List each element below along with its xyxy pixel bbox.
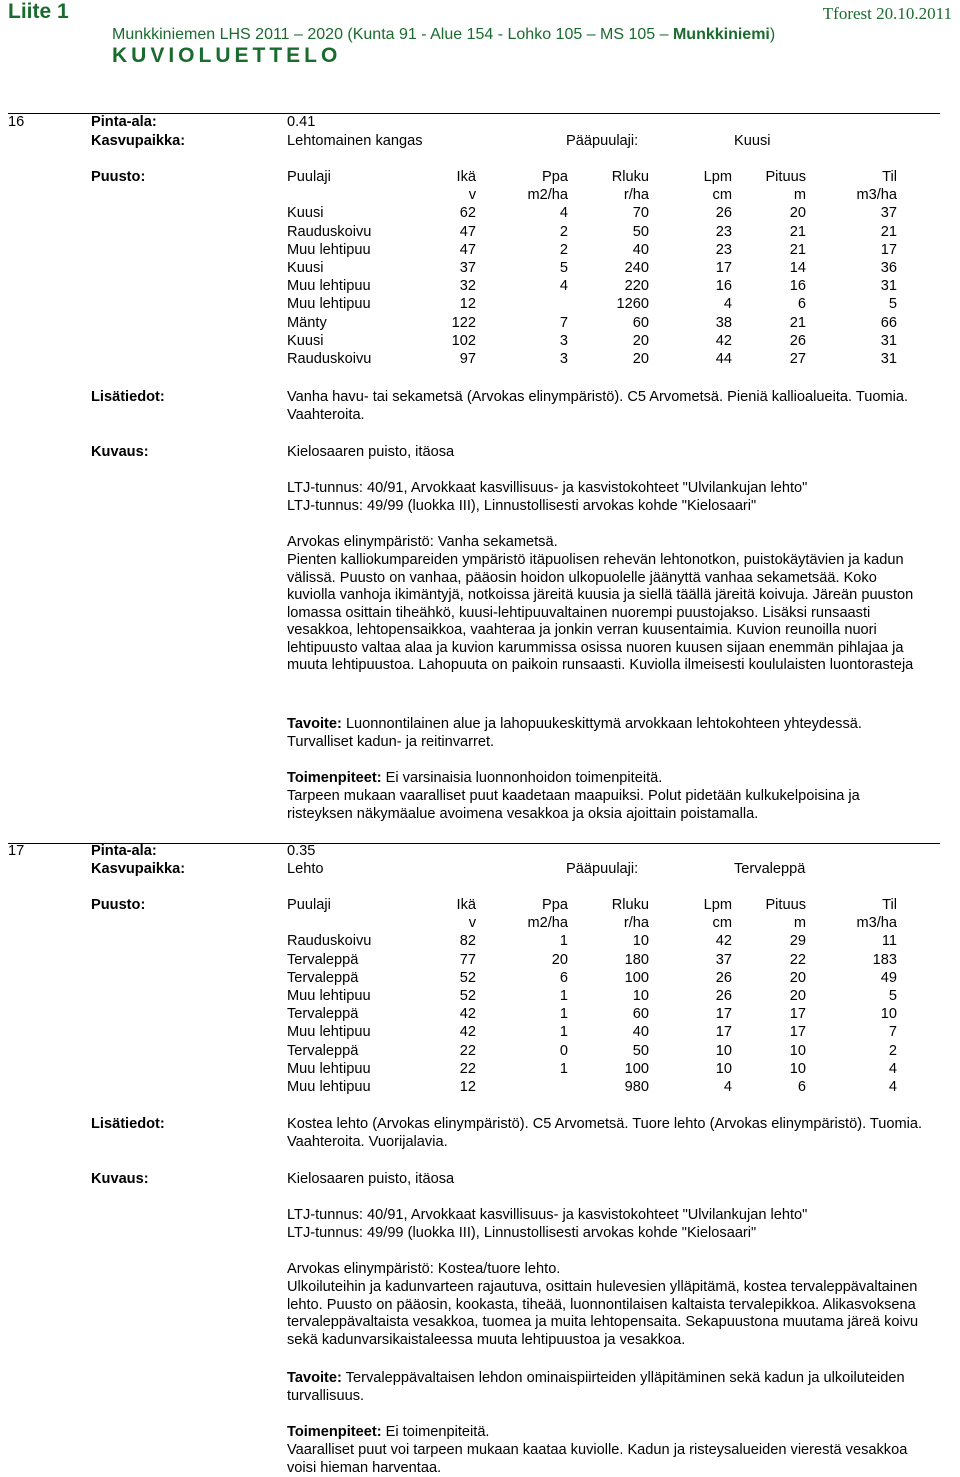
table-row bbox=[284, 1078, 897, 1096]
figure-number: 16 bbox=[8, 114, 25, 130]
description-title: Kielosaaren puisto, itäosa bbox=[287, 1171, 455, 1187]
species-cell: Muu lehtipuu bbox=[287, 241, 371, 258]
table-row bbox=[284, 350, 897, 368]
table-row bbox=[284, 204, 897, 222]
species-cell: Kuusi bbox=[287, 332, 324, 349]
subtitle-area: Munkkiniemi bbox=[672, 26, 770, 43]
main-species-value: Tervaleppä bbox=[734, 861, 806, 877]
table-row bbox=[284, 951, 897, 969]
unit-header: m bbox=[793, 915, 806, 932]
diameter-cell: 42 bbox=[715, 933, 732, 950]
height-cell: 21 bbox=[789, 241, 806, 258]
height-cell: 27 bbox=[789, 351, 806, 368]
table-unit-row bbox=[284, 914, 897, 932]
goal-value: Luonnontilainen alue ja lahopuukeskittymä arvokkaan lehtokohteen yhteydessä. Turvalliset kadun- ja reitinvarret. bbox=[287, 716, 862, 750]
species-cell: Muu lehtipuu bbox=[287, 1024, 371, 1041]
table-row bbox=[284, 1005, 897, 1023]
additional-info-label: Lisätiedot: bbox=[91, 1116, 165, 1132]
volume-cell: 31 bbox=[880, 278, 897, 295]
volume-cell: 10 bbox=[880, 1006, 897, 1023]
basal-area-cell: 1 bbox=[559, 933, 568, 950]
unit-header: m2/ha bbox=[527, 915, 568, 932]
species-cell: Kuusi bbox=[287, 260, 324, 277]
table-row bbox=[284, 295, 897, 313]
basal-area-cell bbox=[476, 1078, 568, 1096]
area-label: Pinta-ala: bbox=[91, 114, 157, 130]
diameter-cell: 4 bbox=[723, 296, 732, 313]
stand-table bbox=[284, 896, 897, 1096]
species-cell: Muu lehtipuu bbox=[287, 1079, 371, 1096]
subtitle-suffix: ) bbox=[769, 26, 776, 43]
table-row bbox=[284, 259, 897, 277]
stand-label: Puusto: bbox=[91, 897, 146, 913]
stand-table bbox=[284, 168, 897, 368]
height-cell: 29 bbox=[789, 933, 806, 950]
age-cell: 122 bbox=[451, 314, 476, 331]
stem-count-cell: 70 bbox=[632, 205, 649, 222]
stem-count-cell: 50 bbox=[632, 223, 649, 240]
measures-label: Toimenpiteet: bbox=[287, 770, 382, 786]
basal-area-cell bbox=[476, 295, 568, 313]
stand-label: Puusto: bbox=[91, 169, 146, 185]
height-cell: 6 bbox=[797, 296, 806, 313]
height-cell: 26 bbox=[789, 332, 806, 349]
basal-area-cell: 2 bbox=[559, 223, 568, 240]
unit-header: r/ha bbox=[623, 187, 649, 204]
area-value: 0.41 bbox=[287, 114, 316, 130]
appendix-label: Liite 1 bbox=[8, 0, 69, 23]
main-species-value: Kuusi bbox=[734, 133, 771, 149]
species-cell: Kuusi bbox=[287, 205, 324, 222]
column-header: Rluku bbox=[611, 169, 649, 185]
table-header-row bbox=[284, 168, 897, 186]
column-header: Pituus bbox=[765, 169, 806, 185]
volume-cell: 37 bbox=[880, 205, 897, 222]
table-row bbox=[284, 241, 897, 259]
column-header: Ppa bbox=[542, 169, 568, 185]
unit-header: r/ha bbox=[623, 915, 649, 932]
unit-header: m bbox=[793, 187, 806, 204]
height-cell: 17 bbox=[789, 1006, 806, 1023]
stem-count-cell: 10 bbox=[632, 988, 649, 1005]
unit-header: v bbox=[468, 187, 476, 204]
table-row bbox=[284, 314, 897, 332]
height-cell: 17 bbox=[789, 1024, 806, 1041]
stem-count-cell: 60 bbox=[632, 1006, 649, 1023]
basal-area-cell: 1 bbox=[559, 1006, 568, 1023]
measures-value: Ei toimenpiteitä. bbox=[385, 1424, 490, 1440]
age-cell: 47 bbox=[459, 223, 476, 240]
species-cell: Tervaleppä bbox=[287, 969, 359, 986]
basal-area-cell: 2 bbox=[559, 241, 568, 258]
stem-count-cell: 60 bbox=[632, 314, 649, 331]
diameter-cell: 23 bbox=[715, 223, 732, 240]
main-species-label: Pääpuulaji: bbox=[566, 133, 639, 149]
species-cell: Muu lehtipuu bbox=[287, 296, 371, 313]
ltj-reference: LTJ-tunnus: 49/99 (luokka III), Linnustollisesti arvokas kohde "Kielosaari" bbox=[287, 498, 757, 514]
age-cell: 97 bbox=[459, 351, 476, 368]
table-row bbox=[284, 223, 897, 241]
height-cell: 10 bbox=[789, 1042, 806, 1059]
diameter-cell: 10 bbox=[715, 1042, 732, 1059]
species-cell: Muu lehtipuu bbox=[287, 278, 371, 295]
volume-cell: 36 bbox=[880, 260, 897, 277]
goal-label: Tavoite: bbox=[287, 1370, 342, 1386]
column-header: Lpm bbox=[703, 897, 732, 913]
age-cell: 52 bbox=[459, 969, 476, 986]
diameter-cell: 42 bbox=[715, 332, 732, 349]
basal-area-cell: 3 bbox=[559, 351, 568, 368]
subtitle-prefix: Munkkiniemen LHS 2011 – 2020 (Kunta 91 - Alue 154 - Lohko 105 – MS 105 – bbox=[112, 26, 673, 43]
height-cell: 22 bbox=[789, 951, 806, 968]
height-cell: 20 bbox=[789, 969, 806, 986]
diameter-cell: 10 bbox=[715, 1060, 732, 1077]
height-cell: 21 bbox=[789, 223, 806, 240]
stem-count-cell: 100 bbox=[624, 969, 649, 986]
measures-extra: Tarpeen mukaan vaaralliset puut kaadetaan maapuiksi. Polut pidetään kulkukelpoisina ja risteyksen näkymäalue avoimena vesakkoa ja oksia ajoittain poistamalla. bbox=[287, 788, 860, 822]
species-cell: Rauduskoivu bbox=[287, 933, 372, 950]
table-header-row bbox=[284, 896, 897, 914]
height-cell: 20 bbox=[789, 205, 806, 222]
volume-cell: 17 bbox=[880, 241, 897, 258]
description-text: Pienten kalliokumpareiden ympäristö itäpuolisen rehevän lehtonotkon, puistokäytävien ja kadun välissä. Puusto on vanhaa, pääosin hoidon ulkopuolelle jäänyttä vanhaa sekametsää. Koko kuviolla vanhoja ikimäntyjä, notkoissa järeitä kuusia ja siellä täällä järeitä koivuja. Järeän puuston lomassa osittain tiheähkö, kuusi-lehtipuuvaltainen nuorempi puustojakso. Lisäksi runsaasti vesakkoa, lehtopensaikkoa, vaahteraa ja jonkin verran kuusentaimia. Kuvion reunoilla nuori lehtipuusto valtaa alaa ja kuvion karummissa osissa nuoren kuusen sijaan enemmän pihlajaa ja muuta lehtipuustoa. Lahopuuta on paikoin runsaasti. Kuviolla ilmeisesti koululaisten luontorasteja bbox=[287, 552, 914, 673]
measures-text bbox=[287, 1424, 490, 1440]
description-label: Kuvaus: bbox=[91, 444, 149, 460]
additional-info-text: Vanha havu- tai sekametsä (Arvokas elinympäristö). C5 Arvometsä. Pieniä kallioalueita. Tuomia. Vaahteroita. bbox=[287, 389, 909, 423]
ltj-reference: LTJ-tunnus: 49/99 (luokka III), Linnustollisesti arvokas kohde "Kielosaari" bbox=[287, 1225, 757, 1241]
diameter-cell: 17 bbox=[715, 1006, 732, 1023]
age-cell: 32 bbox=[459, 278, 476, 295]
height-cell: 16 bbox=[789, 278, 806, 295]
stem-count-cell: 20 bbox=[632, 332, 649, 349]
diameter-cell: 16 bbox=[715, 278, 732, 295]
stem-count-cell: 50 bbox=[632, 1042, 649, 1059]
measures-value: Ei varsinaisia luonnonhoidon toimenpiteitä. bbox=[385, 770, 663, 786]
height-cell: 20 bbox=[789, 988, 806, 1005]
height-cell: 10 bbox=[789, 1060, 806, 1077]
additional-info-label: Lisätiedot: bbox=[91, 389, 165, 405]
volume-cell: 21 bbox=[880, 223, 897, 240]
volume-cell: 2 bbox=[888, 1042, 897, 1059]
diameter-cell: 44 bbox=[715, 351, 732, 368]
measures-text bbox=[287, 770, 662, 786]
goal-text bbox=[287, 1370, 927, 1405]
stem-count-cell: 40 bbox=[632, 1024, 649, 1041]
species-cell: Muu lehtipuu bbox=[287, 988, 371, 1005]
stem-count-cell: 980 bbox=[624, 1079, 649, 1096]
diameter-cell: 38 bbox=[715, 314, 732, 331]
description-label: Kuvaus: bbox=[91, 1171, 149, 1187]
basal-area-cell: 0 bbox=[559, 1042, 568, 1059]
stem-count-cell: 20 bbox=[632, 351, 649, 368]
diameter-cell: 23 bbox=[715, 241, 732, 258]
table-row bbox=[284, 332, 897, 350]
unit-header: v bbox=[468, 915, 476, 932]
column-header: Ikä bbox=[456, 169, 476, 185]
column-header: Til bbox=[882, 897, 897, 913]
age-cell: 22 bbox=[459, 1042, 476, 1059]
age-cell: 62 bbox=[459, 205, 476, 222]
basal-area-cell: 6 bbox=[559, 969, 568, 986]
height-cell: 14 bbox=[789, 260, 806, 277]
species-cell: Rauduskoivu bbox=[287, 351, 372, 368]
basal-area-cell: 20 bbox=[551, 951, 568, 968]
document-title: KUVIOLUETTELO bbox=[112, 44, 342, 67]
description-title: Kielosaaren puisto, itäosa bbox=[287, 444, 455, 460]
column-header: Pituus bbox=[765, 897, 806, 913]
table-row bbox=[284, 932, 897, 950]
species-cell: Tervaleppä bbox=[287, 1006, 359, 1023]
area-label: Pinta-ala: bbox=[91, 843, 157, 859]
goal-text bbox=[287, 716, 927, 751]
site-label: Kasvupaikka: bbox=[91, 133, 186, 149]
volume-cell: 66 bbox=[880, 314, 897, 331]
main-species-label: Pääpuulaji: bbox=[566, 861, 639, 877]
age-cell: 82 bbox=[459, 933, 476, 950]
table-row bbox=[284, 969, 897, 987]
diameter-cell: 17 bbox=[715, 260, 732, 277]
volume-cell: 7 bbox=[888, 1024, 897, 1041]
additional-info-text: Kostea lehto (Arvokas elinympäristö). C5 Arvometsä. Tuore lehto (Arvokas elinympäristö). Tuomia. Vaahteroita. Vuorijalavia. bbox=[287, 1116, 923, 1150]
species-cell: Rauduskoivu bbox=[287, 223, 372, 240]
volume-cell: 49 bbox=[880, 969, 897, 986]
stem-count-cell: 1260 bbox=[616, 296, 649, 313]
age-cell: 22 bbox=[459, 1060, 476, 1077]
volume-cell: 4 bbox=[888, 1079, 897, 1096]
unit-header: cm bbox=[712, 915, 732, 932]
table-row bbox=[284, 987, 897, 1005]
stem-count-cell: 40 bbox=[632, 241, 649, 258]
volume-cell: 31 bbox=[880, 351, 897, 368]
column-header: Rluku bbox=[611, 897, 649, 913]
height-cell: 6 bbox=[797, 1079, 806, 1096]
age-cell: 77 bbox=[459, 951, 476, 968]
unit-header bbox=[284, 914, 443, 932]
height-cell: 21 bbox=[789, 314, 806, 331]
age-cell: 12 bbox=[459, 1079, 476, 1096]
basal-area-cell: 4 bbox=[559, 278, 568, 295]
unit-header bbox=[284, 186, 443, 204]
column-header: Lpm bbox=[703, 169, 732, 185]
column-header: Puulaji bbox=[287, 897, 331, 913]
volume-cell: 4 bbox=[888, 1060, 897, 1077]
species-cell: Tervaleppä bbox=[287, 1042, 359, 1059]
site-label: Kasvupaikka: bbox=[91, 861, 186, 877]
age-cell: 37 bbox=[459, 260, 476, 277]
age-cell: 12 bbox=[459, 296, 476, 313]
diameter-cell: 26 bbox=[715, 969, 732, 986]
unit-header: m2/ha bbox=[527, 187, 568, 204]
column-header: Til bbox=[882, 169, 897, 185]
basal-area-cell: 1 bbox=[559, 1060, 568, 1077]
basal-area-cell: 1 bbox=[559, 1024, 568, 1041]
volume-cell: 31 bbox=[880, 332, 897, 349]
area-value: 0.35 bbox=[287, 843, 316, 859]
table-row bbox=[284, 1042, 897, 1060]
unit-header: m3/ha bbox=[856, 915, 897, 932]
species-cell: Mänty bbox=[287, 314, 327, 331]
goal-label: Tavoite: bbox=[287, 716, 342, 732]
age-cell: 52 bbox=[459, 988, 476, 1005]
diameter-cell: 26 bbox=[715, 205, 732, 222]
diameter-cell: 26 bbox=[715, 988, 732, 1005]
column-header: Ikä bbox=[456, 897, 476, 913]
unit-header: m3/ha bbox=[856, 187, 897, 204]
table-row bbox=[284, 277, 897, 295]
volume-cell: 11 bbox=[881, 933, 897, 950]
column-header: Ppa bbox=[542, 897, 568, 913]
age-cell: 102 bbox=[451, 332, 476, 349]
stem-count-cell: 220 bbox=[624, 278, 649, 295]
valuable-habitat: Arvokas elinympäristö: Vanha sekametsä. bbox=[287, 534, 558, 550]
age-cell: 47 bbox=[459, 241, 476, 258]
basal-area-cell: 3 bbox=[559, 332, 568, 349]
basal-area-cell: 7 bbox=[559, 314, 568, 331]
measures-label: Toimenpiteet: bbox=[287, 1424, 382, 1440]
figure-number: 17 bbox=[8, 843, 25, 859]
document-date: Tforest 20.10.2011 bbox=[822, 4, 952, 23]
species-cell: Tervaleppä bbox=[287, 951, 359, 968]
age-cell: 42 bbox=[459, 1024, 476, 1041]
unit-header: cm bbox=[712, 187, 732, 204]
stem-count-cell: 10 bbox=[632, 933, 649, 950]
stem-count-cell: 240 bbox=[624, 260, 649, 277]
table-row bbox=[284, 1060, 897, 1078]
document-subtitle bbox=[112, 26, 775, 44]
volume-cell: 5 bbox=[888, 988, 897, 1005]
basal-area-cell: 5 bbox=[559, 260, 568, 277]
basal-area-cell: 4 bbox=[559, 205, 568, 222]
goal-value: Tervaleppävaltaisen lehdon ominaispiirteiden ylläpitäminen sekä kadun ja ulkoiluteiden turvallisuus. bbox=[287, 1370, 905, 1404]
site-value: Lehto bbox=[287, 861, 324, 877]
ltj-reference: LTJ-tunnus: 40/91, Arvokkaat kasvillisuus- ja kasvistokohteet "Ulvilankujan lehto" bbox=[287, 1207, 808, 1223]
age-cell: 42 bbox=[459, 1006, 476, 1023]
volume-cell: 5 bbox=[888, 296, 897, 313]
valuable-habitat: Arvokas elinympäristö: Kostea/tuore lehto. bbox=[287, 1261, 561, 1277]
measures-extra: Vaaralliset puut voi tarpeen mukaan kaataa kuviolle. Kadun ja risteysalueiden vierestä vesakkoa voisi hieman harventaa. bbox=[287, 1442, 908, 1476]
species-cell: Muu lehtipuu bbox=[287, 1060, 371, 1077]
site-value: Lehtomainen kangas bbox=[287, 133, 423, 149]
stem-count-cell: 180 bbox=[624, 951, 649, 968]
table-row bbox=[284, 1023, 897, 1041]
diameter-cell: 4 bbox=[723, 1079, 732, 1096]
ltj-reference: LTJ-tunnus: 40/91, Arvokkaat kasvillisuus- ja kasvistokohteet "Ulvilankujan lehto" bbox=[287, 480, 808, 496]
basal-area-cell: 1 bbox=[559, 988, 568, 1005]
column-header: Puulaji bbox=[287, 169, 331, 185]
volume-cell: 183 bbox=[872, 951, 897, 968]
diameter-cell: 17 bbox=[715, 1024, 732, 1041]
diameter-cell: 37 bbox=[715, 951, 732, 968]
table-unit-row bbox=[284, 186, 897, 204]
stem-count-cell: 100 bbox=[624, 1060, 649, 1077]
description-text: Ulkoiluteihin ja kadunvarteen rajautuva, osittain hulevesien ylläpitämä, kostea tervaleppävaltainen lehto. Puusto on pääosin, kookasta, tiheää, luonnontilaisen kaltaista tervalepikkoa. Alikasvoksena tervaleppävaltaista vesakkoa, tuomea ja muita lehtopensaita. Sekapuustona muutama järeä koivu sekä kadunvarsikaistaleessa muuta lehtipuustoa ja vesakkoa. bbox=[287, 1279, 919, 1348]
